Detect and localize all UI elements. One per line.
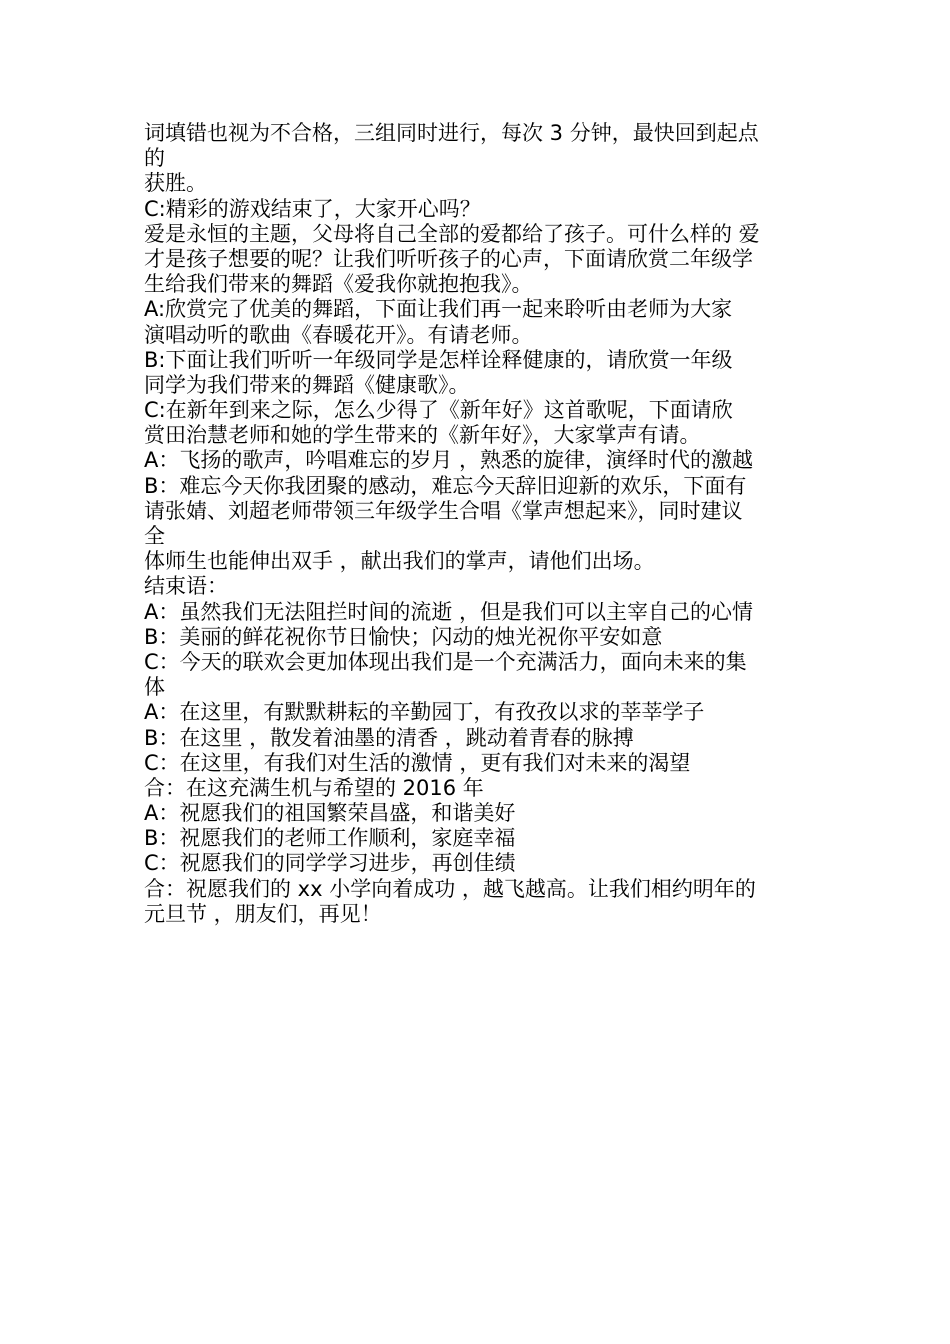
text-line: A：在这里，有默默耕耘的辛勤园丁，有孜孜以求的莘莘学子 bbox=[144, 700, 705, 725]
text-line: 词填错也视为不合格，三组同时进行，每次 3 分钟，最快回到起点 bbox=[144, 121, 759, 145]
text-line: 结束语： bbox=[144, 574, 228, 599]
text-line: A：飞扬的歌声，吟唱难忘的岁月 ，熟悉的旋律，演绎时代的激越 bbox=[144, 448, 754, 473]
text-line: C：祝愿我们的同学学习进步，再创佳绩 bbox=[144, 851, 516, 876]
text-line: A:欣赏完了优美的舞蹈，下面让我们再一起来聆听由老师为大家 bbox=[144, 297, 733, 322]
text-line: C:精彩的游戏结束了，大家开心吗？ bbox=[144, 196, 481, 221]
text-line: 体 bbox=[144, 675, 165, 700]
text-line: 生给我们带来的舞蹈《爱我你就抱抱我》。 bbox=[144, 272, 533, 297]
text-line: A：祝愿我们的祖国繁荣昌盛，和谐美好 bbox=[144, 801, 516, 826]
text-line: B：美丽的鲜花祝你节日愉快；闪动的烛光祝你平安如意 bbox=[144, 624, 663, 649]
text-line: 请张婧、刘超老师带领三年级学生合唱《掌声想起来》，同时建议 bbox=[144, 498, 743, 523]
text-line: A：虽然我们无法阻拦时间的流逝 ，但是我们可以主宰自己的心情 bbox=[144, 599, 754, 624]
text-line: 同学为我们带来的舞蹈《健康歌》。 bbox=[144, 372, 470, 397]
text-line: 爱是永恒的主题，父母将自己全部的爱都给了孩子。可什么样的 爱 bbox=[144, 221, 760, 246]
text-line: B:下面让我们听听一年级同学是怎样诠释健康的，请欣赏一年级 bbox=[144, 347, 733, 372]
text-line: C：今天的联欢会更加体现出我们是一个充满活力，面向未来的集 bbox=[144, 649, 747, 674]
text-line: B：祝愿我们的老师工作顺利，家庭幸福 bbox=[144, 826, 516, 851]
document-body bbox=[144, 121, 804, 927]
text-line: 体师生也能伸出双手 ，献出我们的掌声，请他们出场。 bbox=[144, 549, 655, 574]
text-line: 的 bbox=[144, 146, 165, 171]
text-line: 获胜。 bbox=[144, 171, 207, 196]
text-line: 合：祝愿我们的 xx 小学向着成功 ，越飞越高。让我们相约明年的 bbox=[144, 876, 756, 901]
text-line: C:在新年到来之际，怎么少得了《新年好》这首歌呢，下面请欣 bbox=[144, 398, 733, 423]
text-line: 合：在这充满生机与希望的 2016 年 bbox=[144, 775, 484, 800]
text-line: 赏田治慧老师和她的学生带来的《新年好》，大家掌声有请。 bbox=[144, 423, 701, 448]
text-line: B：难忘今天你我团聚的感动，难忘今天辞旧迎新的欢乐，下面有 bbox=[144, 473, 747, 498]
text-line: B：在这里 ，散发着油墨的清香 ，跳动着青春的脉搏 bbox=[144, 725, 634, 750]
text-line: 全 bbox=[144, 524, 165, 548]
text-line: C：在这里，有我们对生活的激情 ，更有我们对未来的渴望 bbox=[144, 750, 691, 775]
text-line: 演唱动听的歌曲《春暖花开》。有请老师。 bbox=[144, 322, 533, 347]
text-line: 元旦节 ，朋友们，再见！ bbox=[144, 901, 382, 926]
text-line: 才是孩子想要的呢？让我们听听孩子的心声，下面请欣赏二年级学 bbox=[144, 246, 753, 271]
